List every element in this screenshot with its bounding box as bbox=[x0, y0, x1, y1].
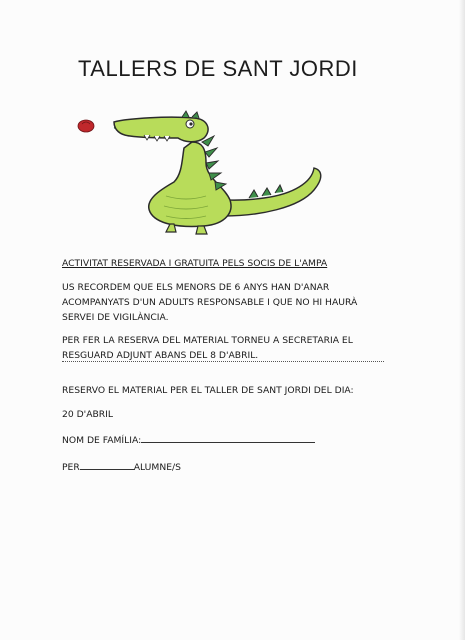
membership-notice: ACTIVITAT RESERVADA I GRATUITA PELS SOCIS DE L'AMPA bbox=[62, 258, 328, 269]
reminder-line-1: US RECORDEM QUE ELS MENORS DE 6 ANYS HAN D'ANAR bbox=[62, 282, 330, 293]
family-name-row bbox=[62, 433, 315, 448]
family-name-label: NOM DE FAMÍLIA: bbox=[62, 435, 142, 446]
cut-line-divider bbox=[62, 361, 384, 362]
dragon-illustration bbox=[74, 108, 334, 238]
reminder-line-2: ACOMPANYATS D'UN ADULTS RESPONSABLE I QUE NO HI HAURÀ bbox=[62, 297, 358, 308]
page-title: TALLERS DE SANT JORDI bbox=[78, 56, 358, 81]
reminder-line-3: SERVEI DE VIGILÀNCIA. bbox=[62, 312, 169, 323]
reservation-line-1: PER FER LA RESERVA DEL MATERIAL TORNEU A SECRETARIA EL bbox=[62, 335, 353, 346]
scan-edge-shadow bbox=[459, 0, 465, 640]
event-date: 20 D'ABRIL bbox=[62, 409, 114, 420]
family-name-field[interactable] bbox=[141, 433, 315, 443]
students-count-field[interactable] bbox=[80, 460, 134, 470]
per-label: PER bbox=[62, 462, 80, 473]
reserve-statement: RESERVO EL MATERIAL PER EL TALLER DE SANT JORDI DEL DIA: bbox=[62, 385, 354, 396]
reservation-line-2: RESGUARD ADJUNT ABANS DEL 8 D'ABRIL. bbox=[62, 350, 259, 361]
students-row bbox=[62, 460, 181, 475]
students-label: ALUMNE/S bbox=[133, 462, 181, 473]
